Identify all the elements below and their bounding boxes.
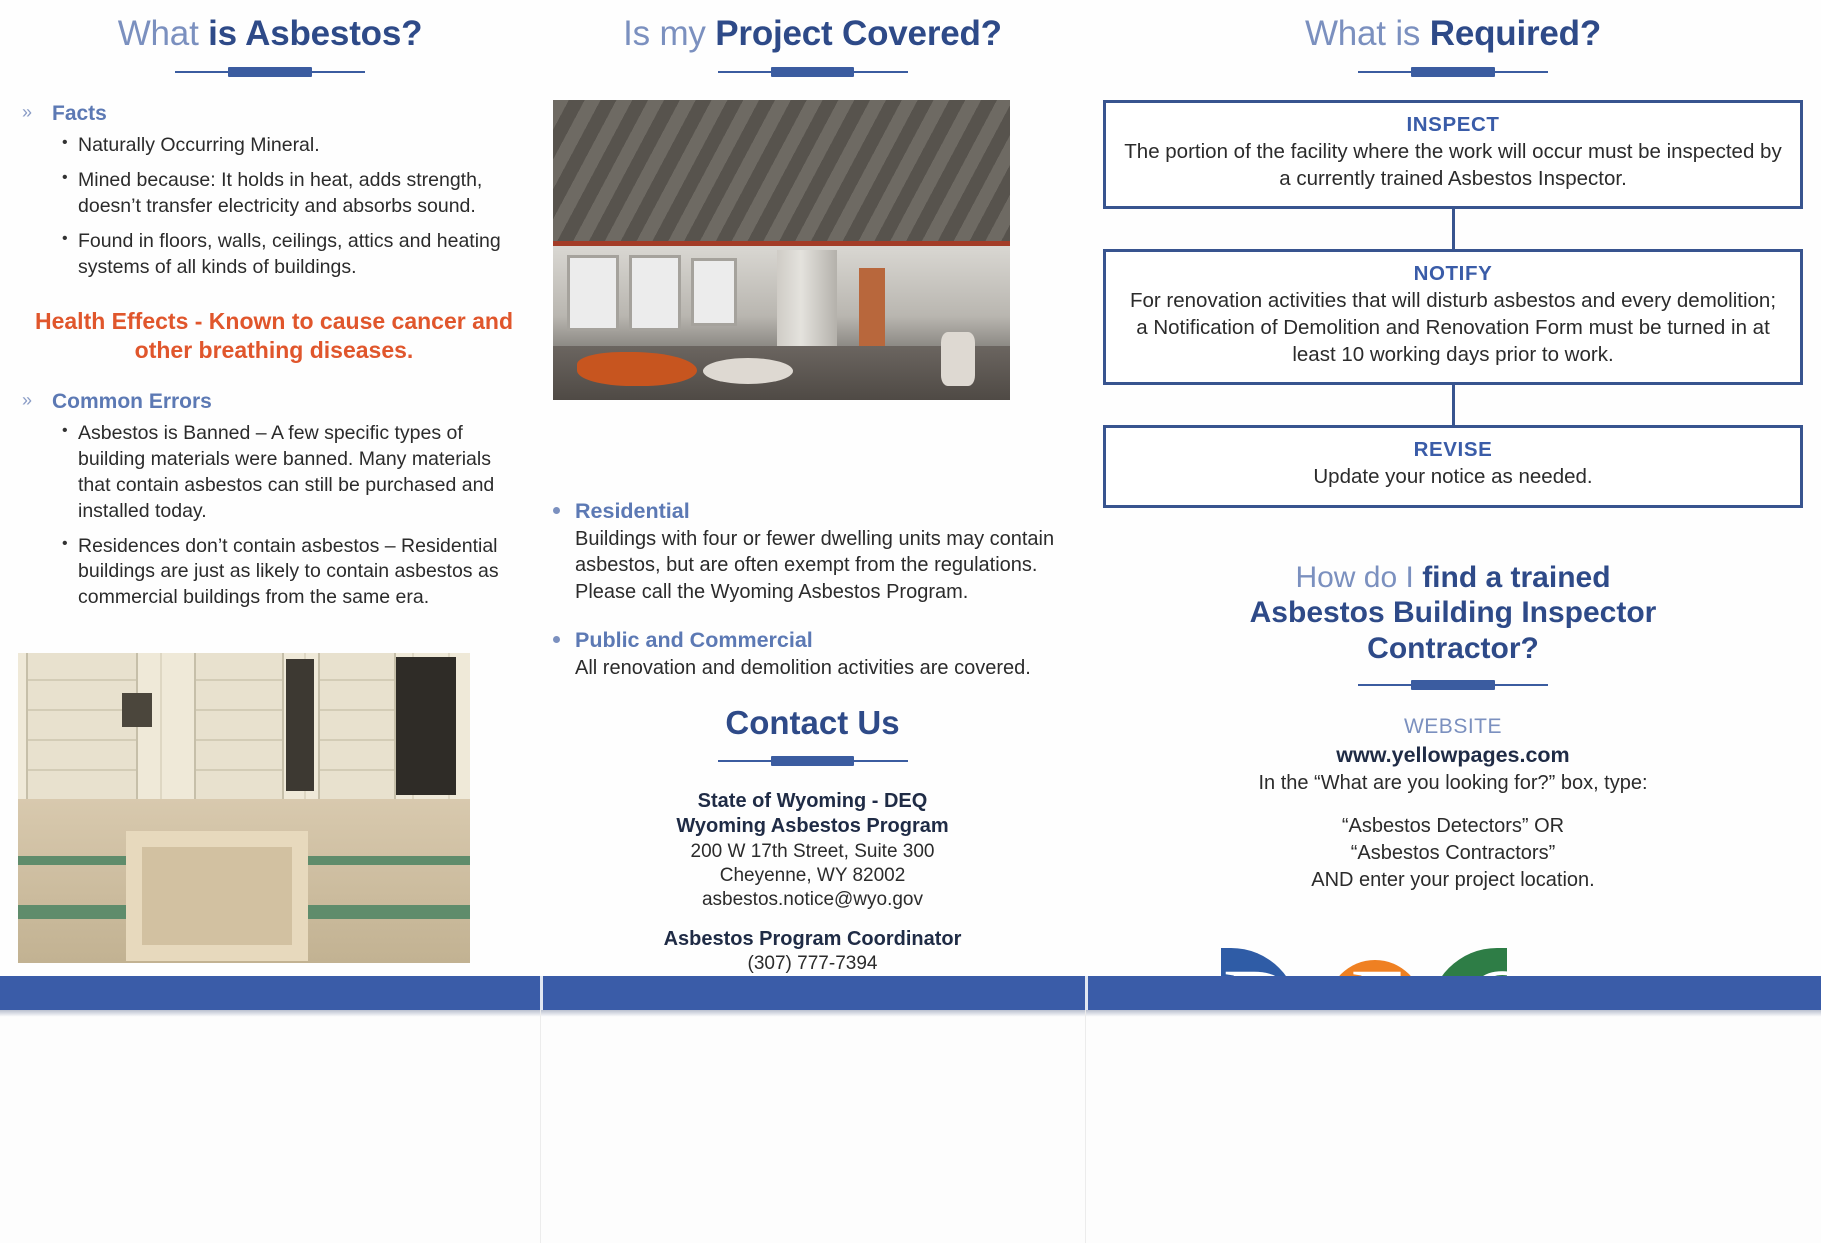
step-text: The portion of the facility where the work will occur must be inspected by a currently trained Asbestos Inspector. (1124, 140, 1782, 190)
step-title: REVISE (1413, 438, 1493, 462)
facts-title (16, 102, 540, 125)
col3-heading (1085, 14, 1821, 53)
col1-heading-bold: is Asbestos? (208, 14, 423, 53)
address-line-1: 200 W 17th Street, Suite 300 (690, 840, 935, 862)
list-item: • Naturally Occurring Mineral. (62, 133, 526, 159)
website-url[interactable]: www.yellowpages.com (1336, 743, 1570, 768)
list-item: • Asbestos is Banned – A few specific types of building materials were banned. Many materials that contain asbestos can still be purchased and installed today. (62, 421, 526, 525)
column-project-covered (540, 0, 1085, 1040)
col2-heading-rule (718, 66, 908, 78)
bullet-dot-icon (553, 507, 560, 514)
fold-line (1085, 1010, 1086, 1243)
website-info (1085, 713, 1821, 893)
chevron-double-right-icon: » (22, 102, 33, 123)
col1-heading-rule (175, 66, 365, 78)
col3-heading-light: What is (1304, 14, 1430, 53)
facts-list (16, 133, 540, 281)
step-box-notify (1103, 249, 1803, 385)
website-final-instruction: AND enter your project location. (1311, 868, 1595, 891)
address-line-2: Cheyenne, WY 82002 (719, 865, 906, 886)
list-item (575, 498, 1063, 605)
website-instruction: In the “What are you looking for?” box, type: (1258, 772, 1648, 795)
coverage-title: Public and Commercial (575, 628, 813, 653)
requirements-flow (1085, 100, 1821, 508)
contact-email[interactable]: asbestos.notice@wyo.gov (701, 889, 923, 911)
coverage-title: Residential (575, 499, 690, 524)
agency-line-1: State of Wyoming - DEQ (697, 789, 928, 812)
common-errors-group (0, 390, 540, 612)
facts-group (0, 102, 540, 281)
contact-us-heading: Contact Us (725, 703, 900, 741)
list-item: • Mined because: It holds in heat, adds strength, doesn’t transfer electricity and absorbs sound. (62, 168, 526, 220)
find-inspector-line3: Contractor? (1367, 631, 1539, 665)
list-item: • Residences don’t contain asbestos – Residential buildings are just as likely to contain asbestos as commercial buildings from the same era. (62, 534, 526, 612)
bottom-blue-band (0, 976, 1821, 1010)
col2-header (540, 0, 1085, 78)
floor-tile-photo (18, 653, 470, 963)
coverage-section (540, 498, 1085, 1040)
step-box-revise (1103, 425, 1803, 508)
col3-heading-bold: Required? (1429, 14, 1602, 53)
coverage-text: All renovation and demolition activities are covered. (575, 657, 1031, 680)
health-effects-callout: Health Effects - Known to cause cancer and other breathing diseases. (34, 307, 513, 364)
website-option-2: “Asbestos Contractors” (1350, 841, 1556, 864)
ceiling-renovation-photo (553, 100, 1010, 400)
col1-heading-light: What (117, 14, 209, 53)
step-text: Update your notice as needed. (1313, 465, 1593, 489)
coverage-text: Buildings with four or fewer dwelling units may contain asbestos, but are often exempt from the regulations. Please call the Wyoming Asbestos Program. (575, 528, 1055, 603)
step-box-inspect (1103, 100, 1803, 209)
list-item: • Found in floors, walls, ceilings, attics and heating systems of all kinds of buildings. (62, 229, 526, 281)
common-errors-title-label: Common Errors (52, 389, 212, 413)
page-bottom-margin (0, 1010, 1821, 1243)
find-inspector-line1-light: How do I (1295, 561, 1423, 595)
col1-heading (0, 14, 540, 53)
common-errors-list (16, 421, 540, 611)
column-what-is-required (1085, 0, 1821, 893)
coordinator-label: Asbestos Program Coordinator (663, 927, 962, 950)
band-shadow (0, 1010, 1821, 1017)
find-inspector-line1-bold: find a trained (1422, 561, 1611, 595)
step-title: NOTIFY (1413, 262, 1493, 286)
common-errors-title (16, 390, 540, 413)
website-label: WEBSITE (1403, 715, 1502, 739)
step-title: INSPECT (1406, 113, 1500, 137)
website-option-1: “Asbestos Detectors” OR (1341, 814, 1565, 837)
col2-heading-bold: Project Covered? (715, 14, 1002, 53)
chevron-double-right-icon: » (22, 389, 33, 410)
flow-connector (1452, 209, 1455, 249)
agency-line-2: Wyoming Asbestos Program (676, 815, 949, 838)
col2-heading-light: Is my (623, 14, 716, 53)
facts-title-label: Facts (52, 102, 107, 126)
find-inspector-line2: Asbestos Building Inspector (1249, 596, 1657, 630)
column-what-is-asbestos (0, 0, 540, 620)
col3-heading-rule (1358, 66, 1548, 78)
coordinator-phone[interactable]: (307) 777-7394 (747, 953, 878, 975)
step-text: For renovation activities that will disturb asbestos and every demolition; a Notification of Demolition and Renovation Form must be turned in at least 10 working days prior to work. (1129, 289, 1777, 366)
fold-line (540, 1010, 541, 1243)
flow-connector (1452, 385, 1455, 425)
coverage-list (540, 498, 1085, 681)
find-inspector-heading (1085, 560, 1821, 666)
col3-header (1085, 0, 1821, 78)
contact-heading-rule (718, 755, 908, 767)
list-item (575, 627, 1063, 681)
find-inspector-rule (1358, 679, 1548, 691)
bullet-dot-icon (553, 636, 560, 643)
col2-heading (540, 14, 1085, 53)
col1-header (0, 0, 540, 78)
